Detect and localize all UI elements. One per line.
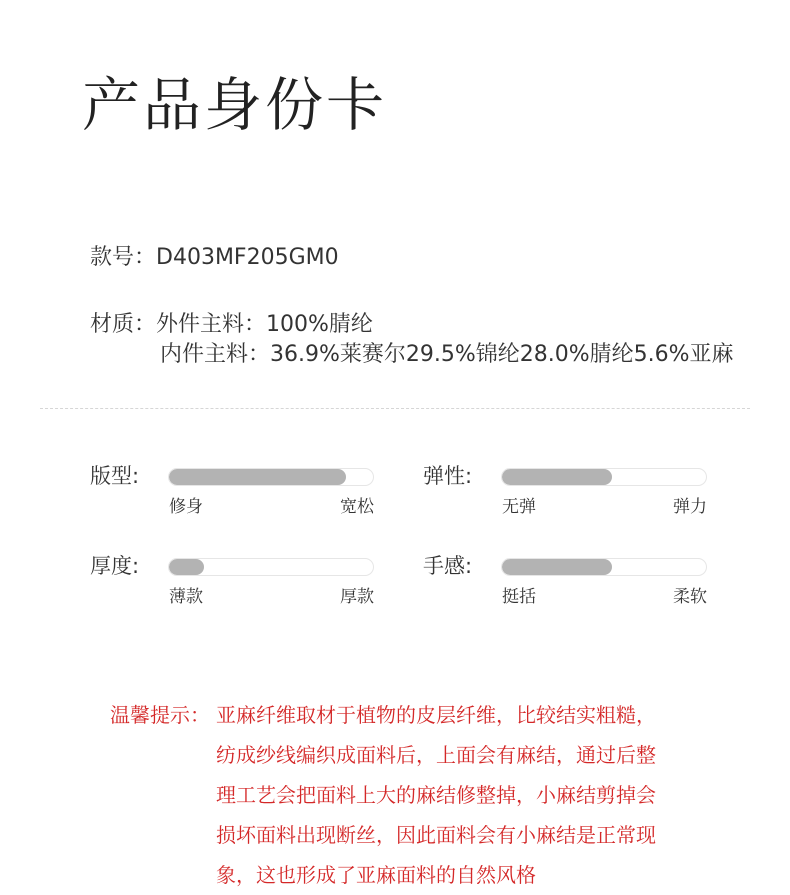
scale-high-label: 柔软 [673, 587, 707, 607]
level-fill [502, 469, 612, 485]
attribute-fit [90, 462, 390, 522]
level-fill [169, 559, 204, 575]
attribute-label: 手感: [423, 554, 473, 578]
level-bar [168, 558, 374, 576]
attribute-feel [423, 552, 723, 612]
level-fill [169, 469, 346, 485]
page-title: 产品身份卡 [82, 71, 388, 139]
material-outer: 外件主料：100%腈纶 [156, 312, 373, 337]
scale-low-label: 修身 [169, 497, 203, 517]
scale-high-label: 弹力 [673, 497, 707, 517]
material-info [90, 310, 734, 370]
attribute-label: 厚度: [90, 554, 140, 578]
scale-low-label: 挺括 [502, 587, 536, 607]
tips-label: 温馨提示： [110, 703, 210, 727]
model-label: 款号： [90, 245, 157, 270]
tips-line: 亚麻纤维取材于植物的皮层纤维，比较结实粗糙， [216, 703, 656, 727]
dashed-divider [40, 408, 750, 409]
tips-line: 损坏面料出现断丝，因此面料会有小麻结是正常现 [216, 823, 656, 847]
attribute-elasticity [423, 462, 723, 522]
scale-high-label: 厚款 [340, 587, 374, 607]
model-value: D403MF205GM0 [156, 245, 339, 270]
scale-high-label: 宽松 [340, 497, 374, 517]
tips-line: 纺成纱线编织成面料后，上面会有麻结，通过后整 [216, 743, 656, 767]
material-inner: 内件主料：36.9%莱赛尔29.5%锦纶28.0%腈纶5.6%亚麻 [160, 342, 734, 367]
level-bar [501, 468, 707, 486]
scale-low-label: 无弹 [502, 497, 536, 517]
attribute-label: 版型: [90, 464, 140, 488]
level-fill [502, 559, 612, 575]
tips-line: 象，这也形成了亚麻面料的自然风格 [216, 863, 536, 887]
material-label: 材质： [90, 312, 157, 337]
scale-low-label: 薄款 [169, 587, 203, 607]
tips-line: 理工艺会把面料上大的麻结修整掉，小麻结剪掉会 [216, 783, 656, 807]
attribute-thickness [90, 552, 390, 612]
model-number [90, 243, 339, 273]
warm-tips [110, 695, 730, 895]
attribute-label: 弹性: [423, 464, 473, 488]
level-bar [168, 468, 374, 486]
level-bar [501, 558, 707, 576]
